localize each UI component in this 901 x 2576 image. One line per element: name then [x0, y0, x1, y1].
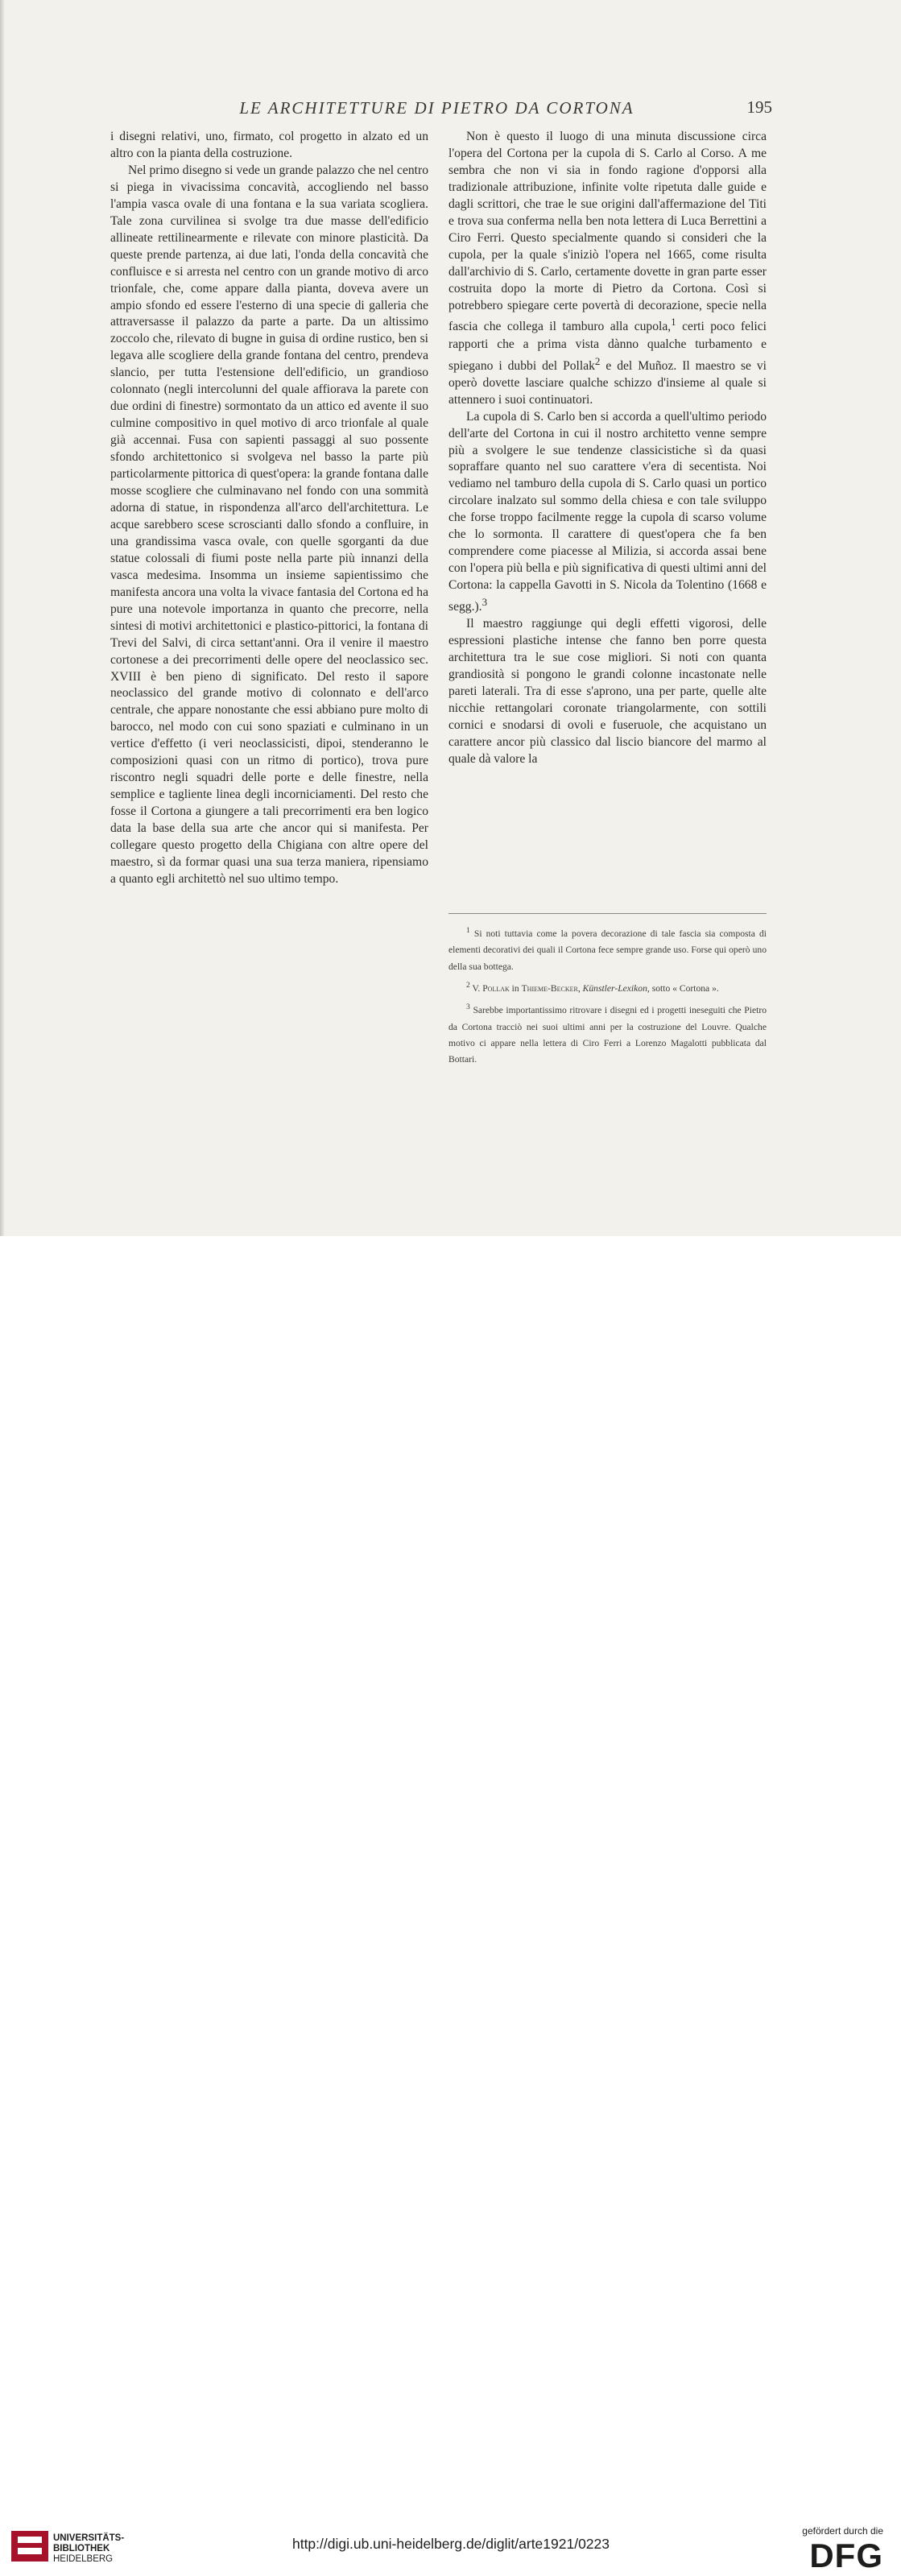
left-text-column: [110, 129, 428, 888]
right-text-column: [448, 129, 767, 768]
footnote-2: [448, 978, 767, 997]
library-name: [53, 2533, 124, 2565]
footnotes: [448, 923, 767, 1071]
text-run: certi poco felici rapporti che a prima vista dànno qualche turbamento e spiegano i dubbi del Pollak: [448, 320, 767, 373]
footnote-source: Thieme-Becker: [521, 982, 578, 994]
page-number: 195: [746, 97, 772, 117]
footnote-text: ,: [577, 982, 583, 994]
footnote-text: in: [509, 982, 522, 994]
library-name-line: BIBLIOTHEK: [53, 2544, 110, 2553]
footnote-author: Pollak: [482, 982, 510, 994]
page-edge-shadow: [0, 0, 5, 1236]
library-name-line: UNIVERSITÄTS-: [53, 2533, 125, 2543]
paragraph: Il maestro raggiunge qui degli effetti vigorosi, delle espressioni plastiche intense che fanno ben porre questa architettura tra le sue cose migliori. Si noti con quanta grandiosità si pongono le grandi colonne incastonate nelle pareti laterali. Tra di esse s'aprono, una per parte, quelle alte nicchie rettangolari coronate triangolarmente, con sottili cornici e snodarsi di ovoli e fuseruole, che acquistano un carattere ancor più classico dal liscio biancore del marmo al quale dà valore la: [448, 617, 767, 766]
paragraph: [448, 409, 767, 617]
footnote-text: Si noti tuttavia come la povera decorazione di tale fascia sia composta di elementi decorativi dei quali il Cortona fece sempre grande uso. Forse qui operò uno della sua bottega.: [448, 928, 767, 972]
footnote-1: [448, 923, 767, 975]
text-run: La cupola di S. Carlo ben si accorda a quell'ultimo periodo dell'arte del Cortona in cui il nostro architetto venne sempre più a svolgere le sue tendenze classicistiche sì da quasi sopraffare quanto nel suo carattere v'era di secentista. Noi vediamo nel tamburo della cupola di S. Carlo quasi un portico circolare inalzato sul sommo della chiesa e con tale sviluppo che forse troppo facilmente regge la cupola di scarso volume che lo sormonta. Il carattere di quest'opera che fa ben comprendere come piacesse al Milizia, si accorda assai bene con l'opera più bella e più significativa di questi ultimi anni del Cortona: la cappella Gavotti in S. Nicola da Tolentino (1668 e segg.).: [448, 409, 767, 614]
paragraph: i disegni relativi, uno, firmato, col progetto in alzato ed un altro con la pianta della costruzione.: [110, 130, 428, 160]
footnote-marker: 3: [481, 596, 488, 609]
paragraph: [448, 129, 767, 409]
footnote-divider: [448, 913, 767, 914]
footnote-text: , sotto « Cortona ».: [647, 982, 719, 994]
footnote-number: 3: [466, 1003, 470, 1012]
footnote-marker: 2: [594, 354, 601, 367]
text-run: e del Muñoz. Il maestro se vi operò dovette lasciare qualche schizzo d'insieme al quale si attennero i suoi continuatori.: [448, 358, 767, 407]
funder-caption: gefördert durch die: [802, 2525, 883, 2537]
footnote-3: [448, 999, 767, 1068]
footnote-number: 1: [466, 926, 470, 935]
dfg-logo: DFG: [809, 2537, 883, 2574]
scanned-page: [0, 0, 901, 1236]
footer-bar: [0, 1236, 901, 2574]
footnote-number: 2: [466, 981, 470, 990]
paragraph: Nel primo disegno si vede un grande palazzo che nel centro si piega in vivacissima concavità, accogliendo nel basso l'ampia vasca ovale di una fontana e la sua variata scogliera. Tale zona curvilinea si svolge tra due masse dell'edificio allineate rettilinearmente e rilevate con minore plasticità. Da queste prende partenza, ai due lati, l'onda della concavità che confluisce e si arresta nel centro con un grande motivo di arco trionfale, che, come appare dalla pianta, doveva avere un ampio sfondo ed essere l'esterno di una specie di galleria che attraversasse il palazzo da parte a parte. Da un altissimo zoccolo che, rilevato di bugne in guisa di ordine rustico, ben si legava alle scogliere della grande fontana del centro, prendeva slancio, per tutta l'estensione dell'edificio, un grandioso colonnato (negli intercolunni del quale affiorava la parete con due ordini di finestre) sormontato da un attico ed avente il suo culmine compositivo in quel motivo di arco trionfale al quale già accennai. Fusa con sapienti passaggi al suo possente sfondo architettonico si svolgeva nel basso la parte più particolarmente pittorica di quest'opera: la grande fontana dalle mosse scogliere che culminavano nel fondo con una sommità adorna di statue, in rispondenza all'arco dell'architettura. Le acque sarebbero scese scroscianti dallo sfondo a confluire, in una grandissima vasca ovale, con quelle sgorganti da due statue colossali di fiumi poste nella parte più innanzi della vasca medesima. Insomma un insieme sapientissimo che manifesta ancora una volta la vivace fantasia del Cortona ed ha pure una notevole importanza in quanto che precorre, nella sintesi di motivi architettonici e plastico-pittorici, la fontana di Trevi del Salvi, di circa settant'anni. Ora il venire il maestro cortonese a dei precorrimenti delle opere del neoclassico sec. XVIII è ben pieno di significato. Del resto il sapore neoclassico del grande motivo di colonnato e dell'arco centrale, che appare nonostante che essi abbiano pure molto di barocco, nel modo con cui sono spaziati e culminano in un vertice d'effetto (i veri neoclassicisti, dipoi, stenderanno le composizioni quasi con un ritmo di portico), trova pure riscontro negli squadri delle porte e delle finestre, nella semplice e tagliente linea degli incorniciamenti. Del resto che fosse il Cortona a giungere a tali precorrimenti era ben logico data la base della sua arte che ancor qui si manifesta. Per collegare questo progetto della Chigiana con altre opere del maestro, sì da formar quasi una sua terza maniera, ripensiamo a quanto egli architettò nel suo ultimo tempo.: [110, 163, 428, 886]
footnote-marker: 1: [671, 316, 676, 329]
footnote-text: V.: [469, 982, 483, 994]
library-logo-icon: [11, 2531, 48, 2562]
footnote-title: Künstler-Lexikon: [582, 982, 647, 994]
footnote-text: Sarebbe importantissimo ritrovare i disegni ed i progetti ineseguiti che Pietro da Cortona tracciò nei suoi ultimi anni per la costruzione del Louvre. Qualche motivo ci appare nella lettera di Ciro Ferri a Lorenzo Magalotti pubblicata dal Bottari.: [448, 1005, 767, 1065]
running-title: LE ARCHITETTURE DI PIETRO DA CORTONA: [239, 98, 634, 118]
library-name-line: HEIDELBERG: [53, 2554, 114, 2564]
text-run: Non è questo il luogo di una minuta discussione circa l'opera del Cortona per la cupola di S. Carlo al Corso. A me sembra che non vi sia in fondo ragione d'opporsi alla tradizionale attribuzione, infinite volte ripetuta dalle guide e dagli scrittori, che trae le sue origini dall'affermazione del Titi e trova sua conferma nella ben nota lettera di Luca Berrettini a Ciro Ferri. Questo specialmente quando si consideri che la cupola, per la quale s'iniziò l'opera nel 1665, come risulta dall'archivio di S. Carlo, certamente dovette in gran parte esser costruita dopo la morte di Pietro da Cortona. Così si potrebbero spiegare certe povertà di decorazione, specie nella fascia che collega il tamburo alla cupola,: [448, 130, 767, 334]
permalink-url[interactable]: http://digi.ub.uni-heidelberg.de/diglit/arte1921/0223: [291, 2536, 610, 2552]
